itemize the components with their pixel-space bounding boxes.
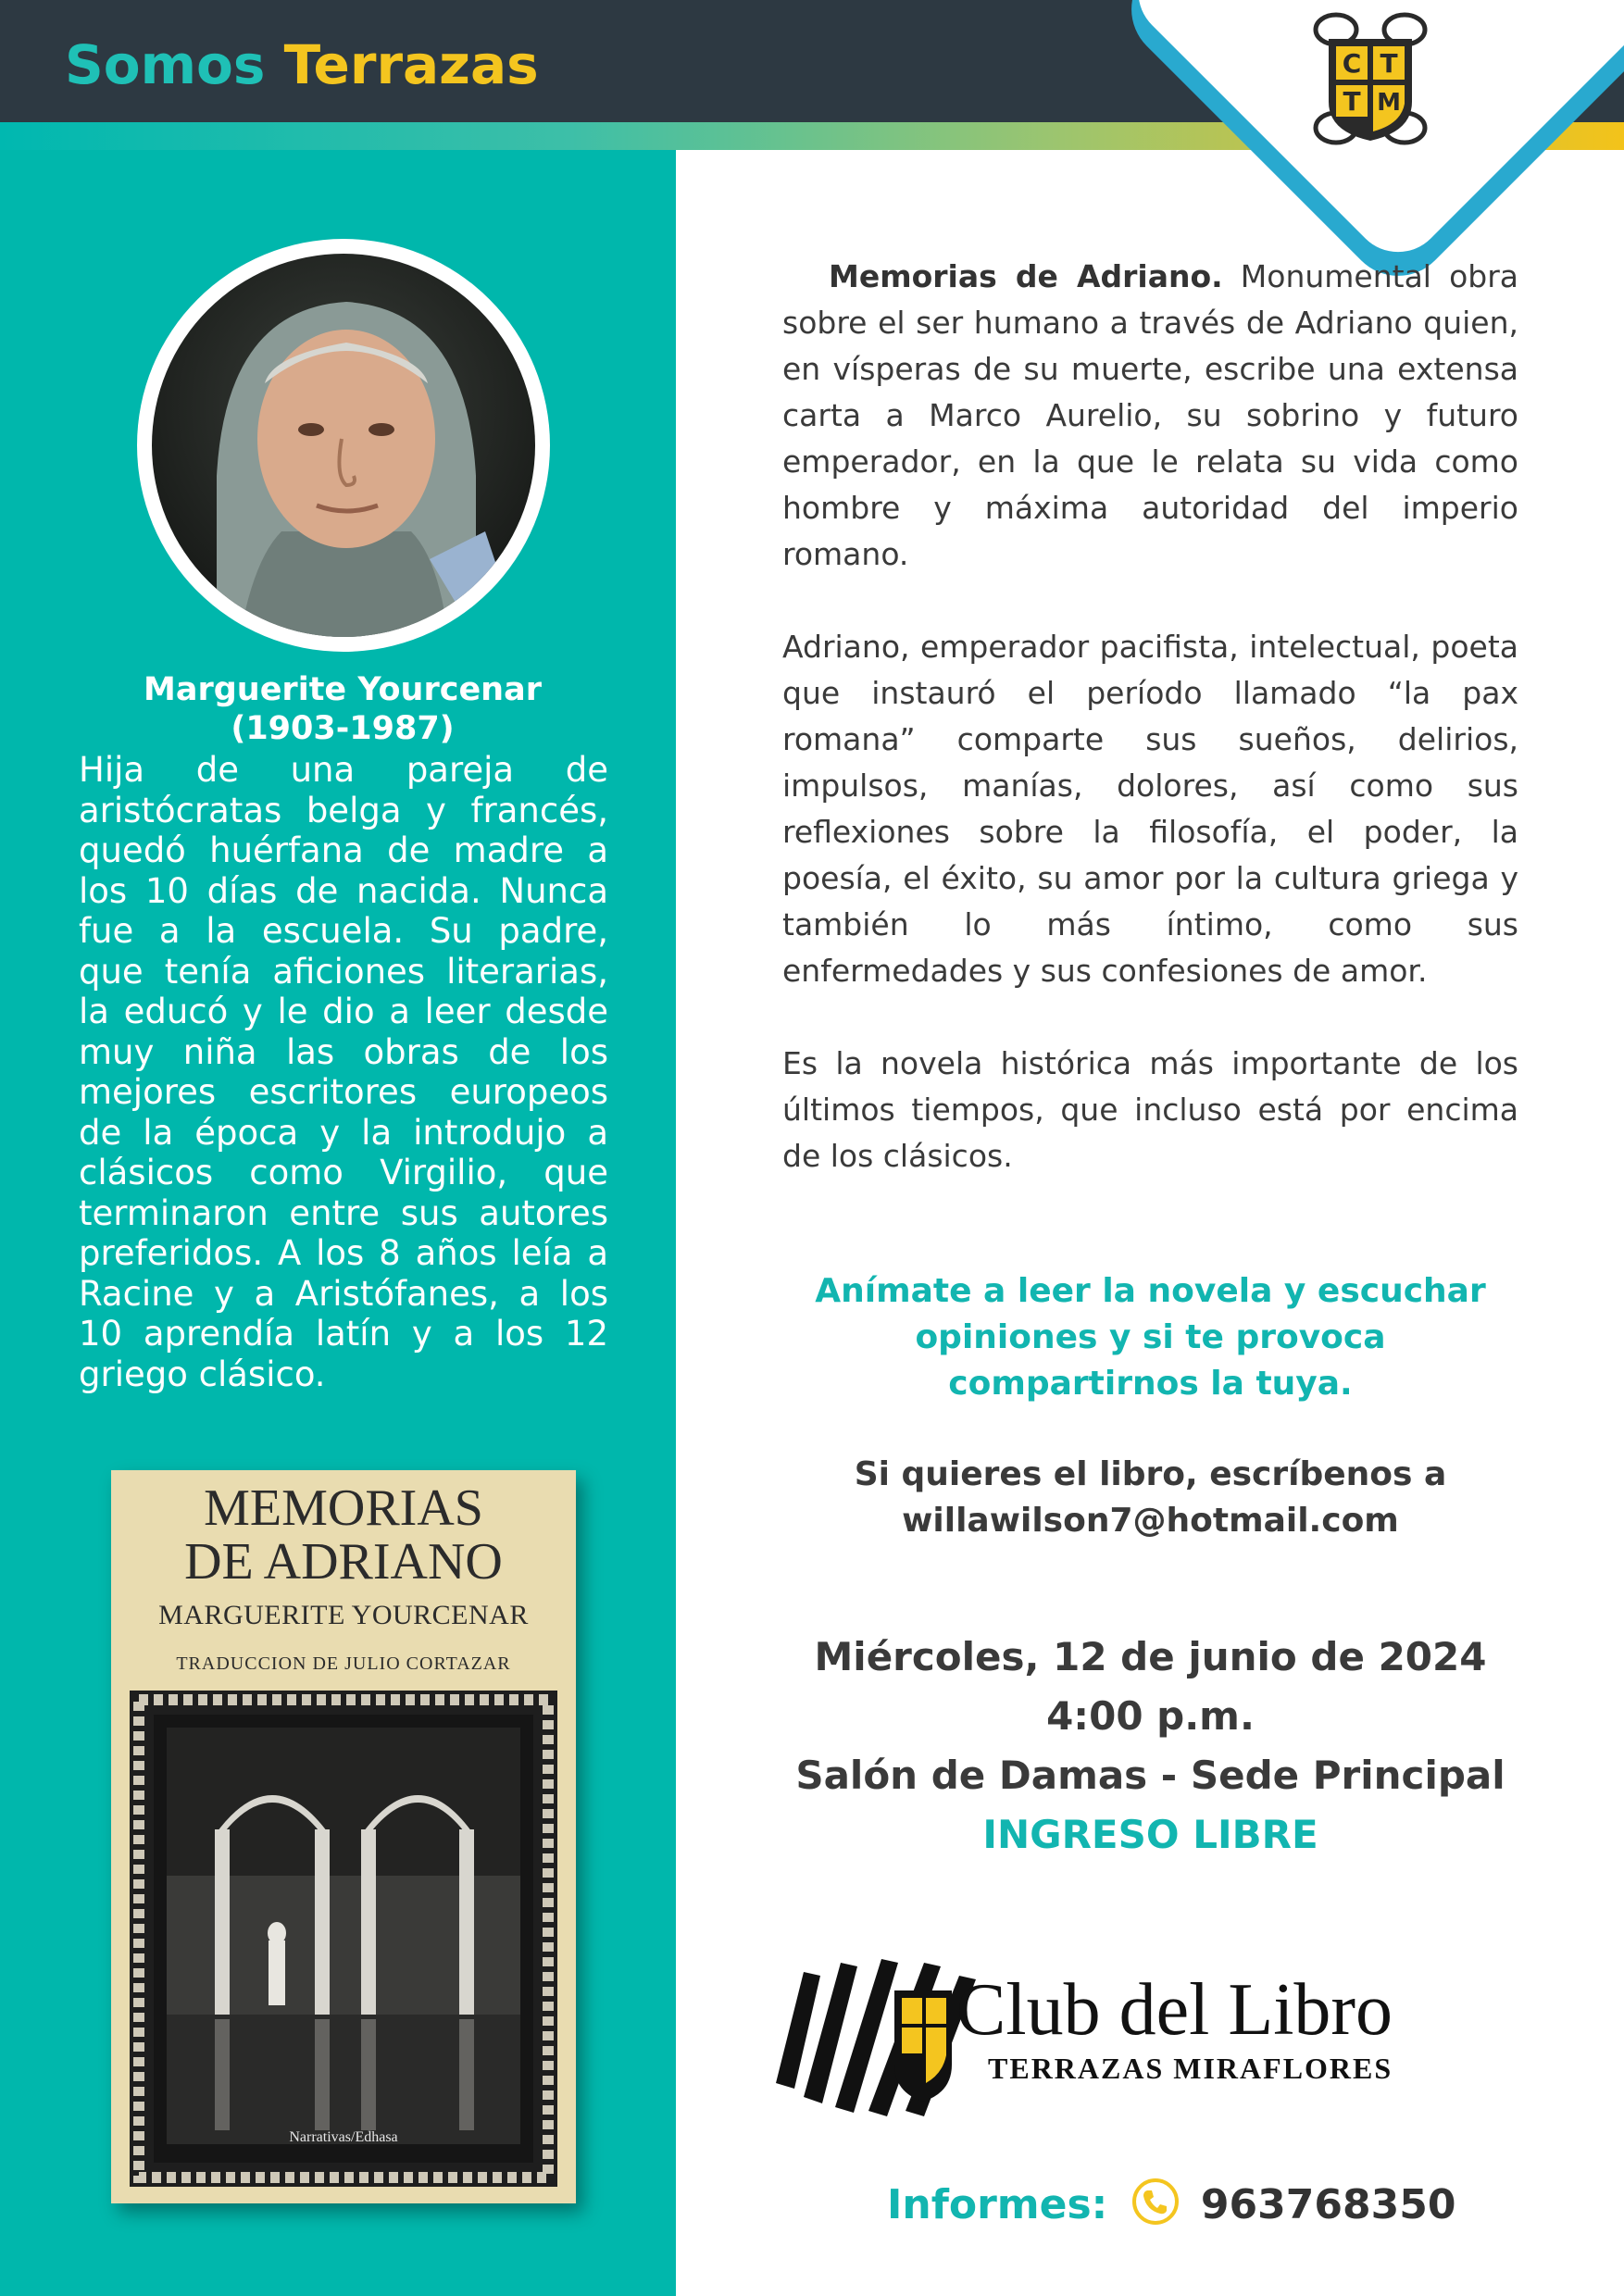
description-paragraph-1-text: Monumental obra sobre el ser humano a través de Adriano quien, en vísperas de su muerte, escribe una extensa carta a Marco Aurelio, su sobrino y futuro emperador, en la que le relata su vida como hombre y máxima autoridad del imperio romano. <box>782 258 1518 572</box>
description-paragraph-2: Adriano, emperador pacifista, intelectual, poeta que instauró el período llamado “la pax romana” comparte sus sueños, delirios, impulsos, manías, dolores, así como sus reflexiones sobre la filosofía, el poder, la poesía, el éxito, su amor por la cultura griega y también lo más íntimo, como sus enfermedades y sus confesiones de amor. <box>782 629 1518 989</box>
book-title-line-2: DE ADRIANO <box>184 1533 503 1591</box>
description-paragraph-3: Es la novela histórica más importante de los últimos tiempos, que incluso está por encima de los clásicos. <box>782 1045 1518 1174</box>
informes-line <box>887 2177 1455 2233</box>
logo-letter-3: T <box>1343 86 1361 117</box>
book-title-lead: Memorias de Adriano. <box>829 258 1223 294</box>
informes-phone[interactable]: 963768350 <box>1200 2181 1456 2228</box>
brand-title <box>65 33 539 96</box>
event-entry: INGRESO LIBRE <box>982 1812 1318 1857</box>
author-bio: Hija de una pareja de aristócratas belga y francés, quedó huérfana de madre a los 10 días de nacida. Nunca fue a la escuela. Su padre, que tenía aficiones literarias, la educó y le dio a leer desde muy niña las obras de los mejores escritores europeos de la época y la introdujo a clásicos como Virgilio, que terminaron entre sus autores preferidos. A los 8 años leía a Racine y a Aristófanes, a los 10 aprendía latín y a los 12 griego clásico. <box>79 750 608 1394</box>
contact-email[interactable]: willawilson7@hotmail.com <box>902 1502 1399 1540</box>
book-cover <box>111 1470 576 2203</box>
book-cover-publisher: Narrativas/Edhasa <box>289 2129 398 2145</box>
author-photo <box>152 254 535 637</box>
author-heading <box>56 670 630 748</box>
book-title-line-1: MEMORIAS <box>204 1479 483 1537</box>
book-cover-title <box>111 1481 576 1589</box>
contact-block <box>782 1452 1518 1544</box>
cttm-logo <box>1301 9 1440 148</box>
event-time: 4:00 p.m. <box>1046 1693 1255 1739</box>
cta-line-2: opiniones y si te provoca <box>915 1318 1386 1356</box>
book-cover-author: MARGUERITE YOURCENAR <box>158 1600 529 1630</box>
event-date: Miércoles, 12 de junio de 2024 <box>814 1634 1487 1679</box>
logo-letter-1: C <box>1342 48 1362 79</box>
event-place: Salón de Damas - Sede Principal <box>795 1753 1505 1798</box>
book-cover-illustration <box>130 1691 557 2187</box>
portrait-image <box>152 254 535 637</box>
brand-word-terrazas: Terrazas <box>283 33 539 96</box>
cttm-crest-icon <box>1301 9 1440 148</box>
description-paragraph-1 <box>782 254 1518 578</box>
informes-label: Informes: <box>887 2181 1108 2228</box>
club-title: Club del Libro <box>956 1969 1393 2051</box>
author-years: (1903-1987) <box>231 710 455 747</box>
club-subtitle: TERRAZAS MIRAFLORES <box>988 2052 1393 2085</box>
cta-line-1: Anímate a leer la novela y escuchar <box>815 1272 1486 1310</box>
contact-line: Si quieres el libro, escríbenos a <box>854 1455 1447 1493</box>
logo-letter-4: M <box>1377 89 1401 117</box>
cta-line-3: compartirnos la tuya. <box>948 1365 1353 1403</box>
logo-letter-2: T <box>1380 48 1398 79</box>
call-to-action <box>782 1268 1518 1407</box>
phone-icon <box>1131 2177 1180 2226</box>
brand-word-somos: Somos <box>65 33 266 96</box>
author-portrait <box>137 239 550 652</box>
book-cover-translator: TRADUCCION DE JULIO CORTAZAR <box>176 1653 511 1674</box>
event-details <box>782 1628 1518 1865</box>
author-name: Marguerite Yourcenar <box>144 671 542 708</box>
